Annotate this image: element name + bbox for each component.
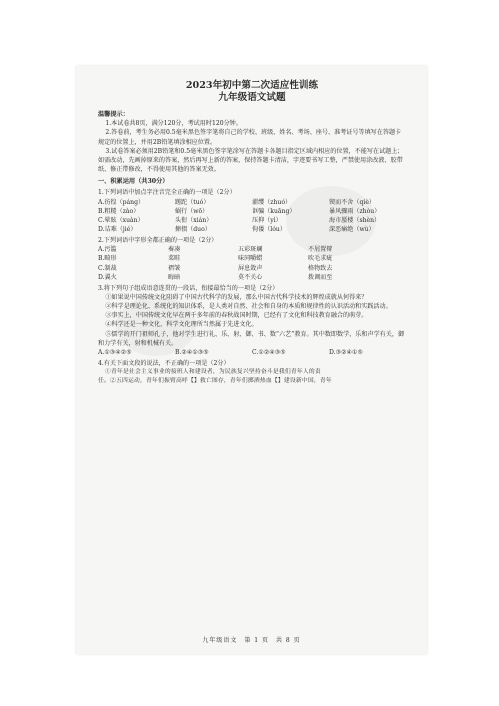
page-footer: 九年级语文 第 1 页 共 8 页 (202, 637, 301, 644)
notice-heading: 温馨提示： (98, 110, 129, 118)
option-cell: A.彷徨（páng） (98, 198, 145, 206)
sentence: ①如果说中国传统文化阻碍了中国古代科学的发展，那么中国古代科学技术的辉煌成就从何得来？ (105, 293, 368, 301)
page-subtitle: 九年级语文试题 (218, 91, 286, 103)
option-cell: B.②④①③⑤ (175, 348, 209, 356)
option-row (98, 216, 406, 225)
question-stem: 3.将下列句子组成语意连贯的一段话，衔接最恰当的一项是（2分） (98, 284, 279, 292)
option-cell: 不屑置辩 (308, 246, 333, 254)
option-cell: D.诘难（jié） (98, 225, 137, 233)
option-cell: C.制裁 (98, 264, 117, 272)
sentence: ⑤儒学的开门祖师孔子，他对学生进行礼、乐、射、御、书、数“六艺”教育。其中数即数学，乐和声学有关，御和力学有关，射和机械有关。 (98, 330, 405, 347)
option-cell: 蹉跎（tuó） (175, 198, 210, 206)
option-cell: 濯缨（zhuó） (252, 198, 292, 206)
notice-item: 3.试卷答案必须用2B铅笔和0.5毫米黑色签字笔涂写在答题卡各题目指定区域内相应的位置，不能写在试题上；如需改动，先画掉原来的答案，然后再写上新的答案，保持答题卡清洁，字迹要书写工整，严禁使用涂改液、胶带纸、修正带修改，不得使用其他的答案无效。 (98, 147, 404, 173)
option-cell: 头衔（xián） (175, 216, 213, 224)
option-cell: 蜗行（wō） (175, 207, 209, 215)
option-cell: 锲而不舍（qiè） (329, 198, 376, 206)
notice-item: 1.本试卷共8页，满分120分，考试用时120分钟。 (105, 120, 242, 128)
option-cell: 暴风骤雨（zhòu） (329, 207, 381, 215)
notice-item: 2.答卷前，考生务必用0.5毫米黑色签字笔将自己的学校、班级、姓名、考场、座号、准考证号等填写在答题卡规定的位置上，并用2B铅笔填涂相应位置。 (98, 129, 402, 146)
option-cell: 味同嚼蜡 (238, 255, 263, 263)
option-cell: 深恶痛绝（wù） (329, 225, 375, 233)
sentence: ②科学是理论化、系统化的知识体系，是人类对自然、社会和自身的本质和规律性的认识活动和实践活动。 (105, 303, 392, 311)
option-cell: 褶皱 (168, 264, 181, 272)
exam-paper (76, 66, 427, 654)
page-content (98, 80, 406, 385)
option-cell: D.③②④①⑤ (329, 348, 363, 356)
option-row (98, 273, 406, 282)
option-row (98, 348, 406, 357)
option-cell: 莫不关心 (238, 273, 263, 281)
option-cell: B.粗糙（zào） (98, 207, 140, 215)
question-stem: 4.有关下面文段的说法，不正确的一项是（2分） (98, 359, 230, 367)
sentence: ③事实上，中国传统文化早在两千多年前的春秋战国时期，已经有了文化和科技教育融合的萌芽。 (105, 312, 368, 320)
question-stem: 1.下列词语中加点字注音完全正确的一项是（2分） (98, 189, 236, 197)
question-stem: 2.下列词语中字形全都正确的一项是（2分） (98, 237, 218, 245)
page-title: 2023年初中第二次适应性训练 (185, 80, 319, 91)
option-cell: D.翼火 (98, 273, 117, 281)
option-cell: 格物致去 (308, 264, 333, 272)
option-cell: 撺掇（duo） (175, 225, 211, 233)
option-cell: A.污滥 (98, 246, 117, 254)
option-row (98, 254, 406, 263)
option-cell: B.畸形 (98, 255, 117, 263)
option-cell: C.①②④③⑤ (252, 348, 286, 356)
option-cell: 晦暗 (168, 273, 181, 281)
option-cell: 菜畦 (168, 255, 181, 263)
option-cell: 吹毛求疵 (308, 255, 333, 263)
option-row (98, 264, 406, 273)
option-cell: 五彩斑斓 (238, 246, 263, 254)
section-heading: 一、积累运用（共30分） (98, 178, 169, 186)
option-cell: 诓骗（kuāng） (252, 207, 296, 215)
option-cell: 海市蜃楼（shèn） (329, 216, 381, 224)
option-cell: 佝偻（lóu） (252, 225, 286, 233)
option-cell: 拨调而至 (308, 273, 333, 281)
option-row (98, 225, 406, 234)
option-cell: 压抑（yì） (252, 216, 282, 224)
option-row (98, 207, 406, 216)
option-row (98, 198, 406, 207)
passage-line: 任。②五四运动，青年们振臂高呼【】救亡图存，青年们掷洒热血【】建设新中国，青年 (98, 377, 332, 384)
option-row (98, 245, 406, 254)
sentence: ④科学还是一种文化，科学文化理所当然属于先进文化。 (105, 321, 258, 329)
option-cell: C.晕眩（xuàn） (98, 216, 144, 224)
passage-line: ①青年是社会主义事业的接班人和建设者，为民族复兴坚持奋斗是我们青年人的责 (104, 369, 321, 376)
option-cell: 奏凑 (168, 246, 181, 254)
option-cell: 屏息敛声 (238, 264, 263, 272)
option-cell: A.①③④②⑤ (98, 348, 132, 356)
